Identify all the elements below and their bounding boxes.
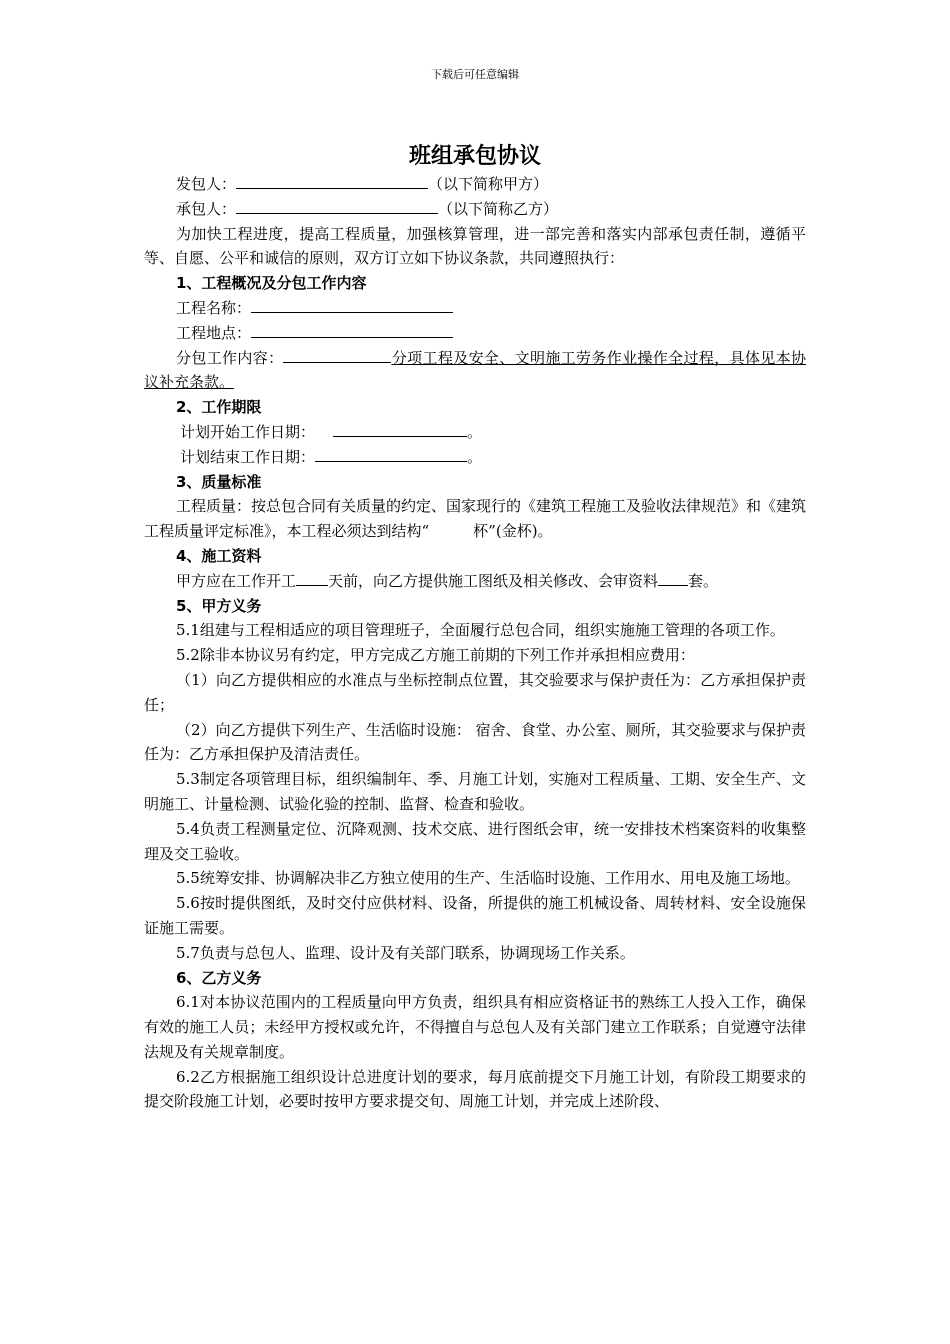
materials-line (144, 569, 806, 594)
project-name-label: 工程名称： (176, 298, 252, 317)
download-note: 下载后可任意编辑 (431, 68, 519, 81)
clause-5-4: 5.4负责工程测量定位、沉降观测、技术交底、进行图纸会审，统一安排技术档案资料的收集整理及交工验收。 (144, 819, 806, 863)
scope-label: 分包工作内容： (176, 348, 284, 367)
section-2-heading: 2、工作期限 (176, 398, 262, 417)
start-date-label: 计划开始工作日期： (180, 422, 316, 441)
project-site-line (144, 321, 806, 346)
issuer-suffix: （以下简称甲方） (428, 175, 549, 193)
section-4-heading: 4、施工资料 (176, 546, 262, 565)
contractor-label: 承包人： (176, 199, 237, 218)
intro-paragraph: 为加快工程进度，提高工程质量，加强核算管理，进一部完善和落实内部承包责任制，遵循平等、自愿、公平和诚信的原则，双方订立如下协议条款，共同遵照执行： (144, 224, 806, 268)
scope-blank[interactable] (283, 348, 391, 363)
issuer-line (144, 172, 806, 197)
project-name-line (144, 296, 806, 321)
end-date-period: 。 (467, 447, 483, 466)
clause-6-1: 6.1对本协议范围内的工程质量向甲方负责，组织具有相应资格证书的熟练工人投入工作，确保有效的施工人员；未经甲方授权或允许，不得擅自与总包人及有关部门建立工作联系；自觉遵守法律法规及有关规章制度。 (144, 993, 806, 1061)
clause-6-2: 6.2乙方根据施工组织设计总进度计划的要求，每月底前提交下月施工计划，有阶段工期要求的提交阶段施工计划，必要时按甲方要求提交旬、周施工计划，并完成上述阶段、 (144, 1067, 806, 1111)
clause-5-5: 5.5统筹安排、协调解决非乙方独立使用的生产、生活临时设施、工作用水、用电及施工场地。 (176, 869, 800, 888)
issuer-blank[interactable] (236, 172, 428, 189)
start-date-period: 。 (467, 422, 483, 441)
materials-text-a: 甲方应在工作开工 (176, 571, 297, 590)
end-date-label: 计划结束工作日期： (180, 447, 316, 466)
document-page (144, 142, 806, 1114)
end-date-blank[interactable] (315, 445, 467, 462)
clause-5-6: 5.6按时提供图纸，及时交付应供材料、设备，所提供的施工机械设备、周转材料、安全设施保证施工需要。 (144, 894, 806, 937)
end-date-line (144, 445, 806, 470)
clause-5-3: 5.3制定各项管理目标，组织编制年、季、月施工计划，实施对工程质量、工期、安全生产、文明施工、计量检测、试验化验的控制、监督、检查和验收。 (144, 770, 806, 813)
clause-5-1: 5.1组建与工程相适应的项目管理班子，全面履行总包合同，组织实施施工管理的各项工作。 (176, 621, 785, 640)
section-5-heading: 5、甲方义务 (176, 596, 262, 615)
contractor-line (144, 197, 806, 222)
section-6-heading: 6、乙方义务 (176, 968, 262, 987)
section-3-heading: 3、质量标准 (176, 472, 262, 491)
materials-text-b: 天前，向乙方提供施工图纸及相关修改、会审资料 (328, 571, 659, 590)
issuer-label: 发包人： (176, 175, 237, 193)
section-1-heading: 1、工程概况及分包工作内容 (176, 274, 367, 293)
start-date-line (144, 420, 806, 445)
clause-5-2-2: （2）向乙方提供下列生产、生活临时设施： 宿舍、食堂、办公室、厕所，其交验要求与保护责任为：乙方承担保护及清洁责任。 (144, 720, 806, 764)
contractor-blank[interactable] (236, 197, 438, 214)
sets-blank[interactable] (658, 569, 688, 586)
clause-5-7: 5.7负责与总包人、监理、设计及有关部门联系，协调现场工作关系。 (176, 943, 635, 962)
project-site-blank[interactable] (251, 321, 453, 338)
start-date-blank[interactable] (333, 420, 467, 437)
materials-text-c: 套。 (688, 571, 719, 590)
quality-text-a: 工程质量：按总包合同有关质量的约定、国家现行的《建筑工程施工及验收法律规范》和《建筑工程质量评定标准》，本工程必须达到结构“ (144, 497, 807, 541)
page-title: 班组承包协议 (408, 144, 541, 169)
days-blank[interactable] (296, 569, 328, 586)
scope-paragraph (144, 346, 806, 396)
clause-5-2-1: （1）向乙方提供相应的水准点与坐标控制点位置，其交验要求与保护责任为：乙方承担保护责任； (144, 670, 806, 714)
project-name-blank[interactable] (251, 296, 453, 313)
quality-paragraph (144, 494, 806, 544)
clause-5-2: 5.2除非本协议另有约定，甲方完成乙方施工前期的下列工作并承担相应费用： (176, 646, 695, 665)
scope-text: 分项工程及安全、文明施工劳务作业操作全过程，具体见本协议补充条款。 (144, 348, 806, 392)
project-site-label: 工程地点： (176, 323, 252, 342)
contractor-suffix: （以下简称乙方） (438, 199, 559, 218)
quality-text-b: 杯”(金杯)。 (473, 522, 553, 541)
